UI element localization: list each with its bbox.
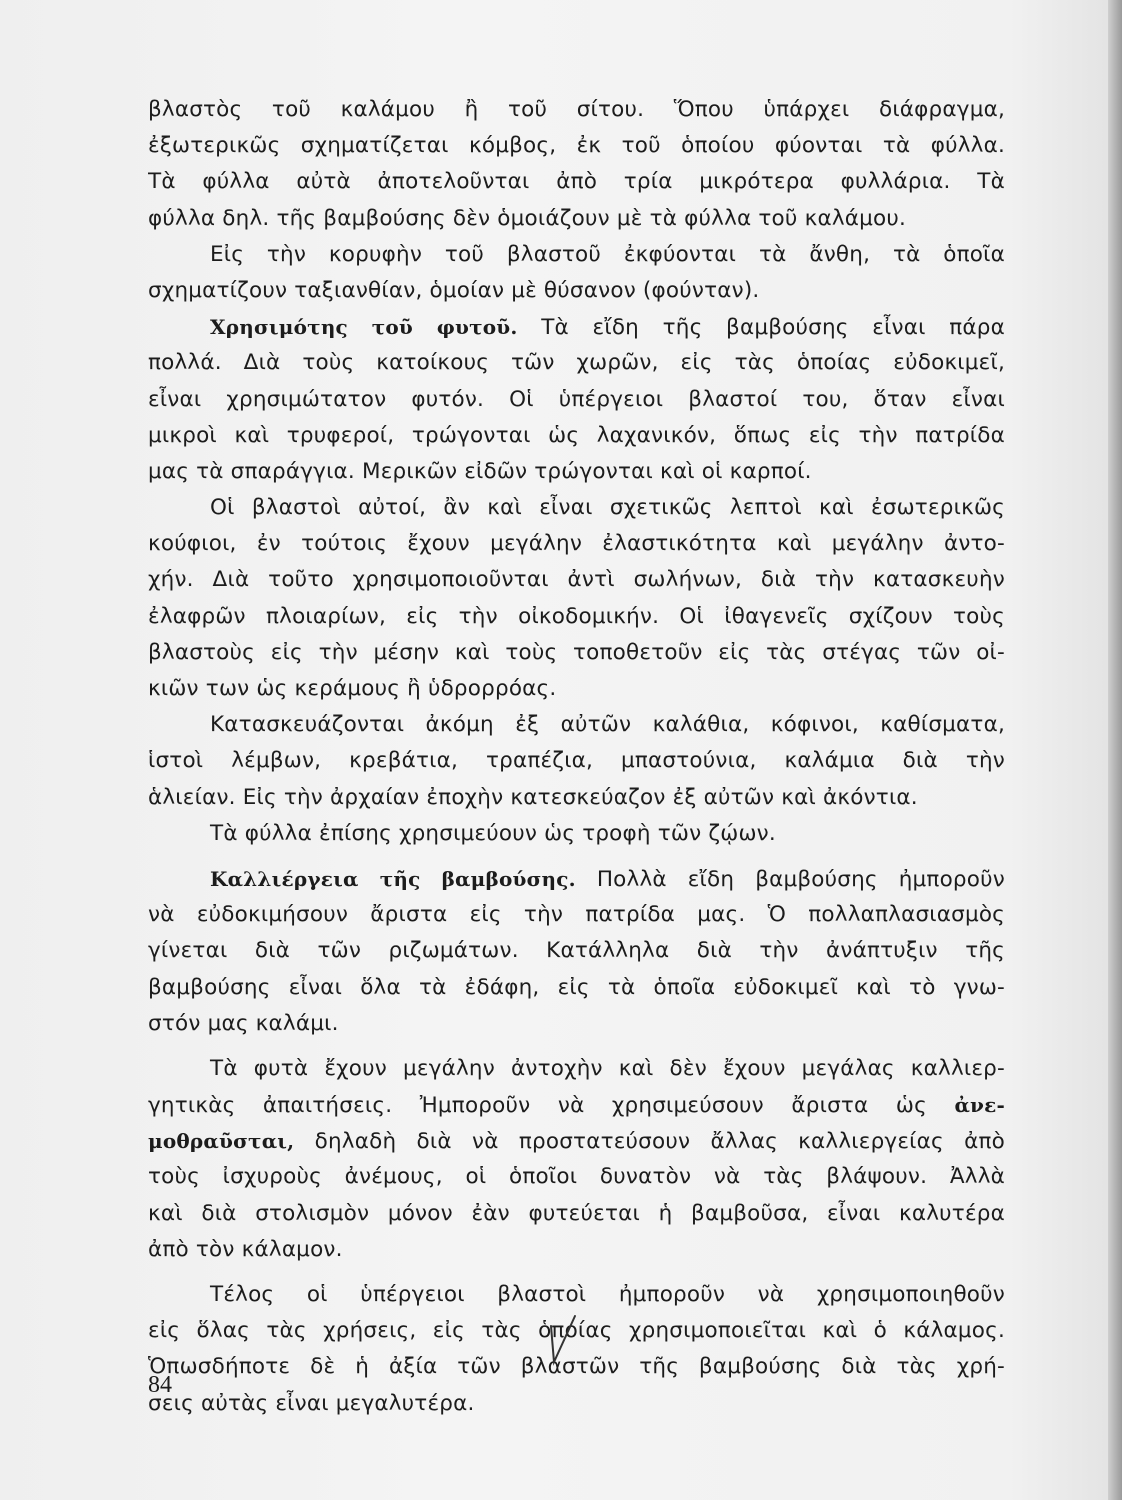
text-line: μικροὶ καὶ τρυφεροί, τρώγονται ὡς λαχανικόν, ὅπως εἰς τὴν πατρίδα bbox=[148, 422, 1005, 448]
text-line: εἶναι χρησιμώτατον φυτόν. Οἱ ὑπέργειοι βλαστοί του, ὅταν εἶναι bbox=[148, 386, 1005, 412]
text-line: πολλά. Διὰ τοὺς κατοίκους τῶν χωρῶν, εἰς τὰς ὁποίας εὐδοκιμεῖ, bbox=[148, 350, 1005, 376]
text-line bbox=[148, 1123, 1005, 1159]
text-line: Τέλος οἱ ὑπέργειοι βλαστοὶ ἠμποροῦν νὰ χρησιμοποιηθοῦν bbox=[210, 1282, 1005, 1307]
text-line: ἐλαφρῶν πλοιαρίων, εἰς τὴν οἰκοδομικήν. Οἱ ἰθαγενεῖς σχίζουν τοὺς bbox=[148, 603, 1005, 629]
text-line: ἁλιείαν. Εἰς τὴν ἀρχαίαν ἐποχὴν κατεσκεύαζον ἐξ αὐτῶν καὶ ἀκόντια. bbox=[148, 784, 918, 810]
text-line: Ὁπωσδήποτε δὲ ἡ ἀξία τῶν βλαστῶν τῆς βαμβούσης διὰ τὰς χρή- bbox=[148, 1354, 1005, 1380]
text-line: Τὰ φύλλα αὐτὰ ἀποτελοῦνται ἀπὸ τρία μικρότερα φυλλάρια. Τὰ bbox=[148, 169, 1005, 195]
text-line: γίνεται διὰ τῶν ριζωμάτων. Κατάλληλα διὰ τὴν ἀνάπτυξιν τῆς bbox=[148, 938, 1005, 964]
bold-term-windbreak-end: μοθραῦσται, bbox=[148, 1129, 295, 1154]
text-line: σεις αὐτὰς εἶναι μεγαλυτέρα. bbox=[148, 1390, 475, 1416]
heading-line-rest: Πολλὰ εἴδη βαμβούσης ἠμποροῦν bbox=[596, 866, 1005, 892]
text-line: τοὺς ἰσχυροὺς ἀνέμους, οἱ ὁποῖοι δυνατὸν νὰ τὰς βλάψουν. Ἀλλὰ bbox=[148, 1164, 1005, 1190]
page-number: 84 bbox=[148, 1372, 172, 1398]
section-heading-usefulness: Χρησιμότης τοῦ φυτοῦ. bbox=[210, 315, 518, 340]
text-line bbox=[148, 1087, 1005, 1123]
section-heading-line bbox=[148, 309, 1005, 345]
heading-line-rest: Τὰ εἴδη τῆς βαμβούσης εἶναι πάρα bbox=[541, 315, 1005, 341]
text-line: Εἰς τὴν κορυφὴν τοῦ βλαστοῦ ἐκφύονται τὰ ἄνθη, τὰ ὁποῖα bbox=[210, 241, 1005, 267]
bold-term-windbreak-start: ἀνε- bbox=[954, 1093, 1005, 1118]
text-line: βαμβούσης εἶναι ὅλα τὰ ἐδάφη, εἰς τὰ ὁποῖα εὐδοκιμεῖ καὶ τὸ γνω- bbox=[148, 974, 1005, 1000]
text-line: κιῶν των ὡς κεράμους ἢ ὑδρορρόας. bbox=[148, 676, 557, 701]
text-segment: γητικὰς ἀπαιτήσεις. Ἠμποροῦν νὰ χρησιμεύσουν ἄριστα ὡς bbox=[148, 1093, 927, 1119]
text-line: σχηματίζουν ταξιανθίαν, ὁμοίαν μὲ θύσανον (φούνταν). bbox=[148, 277, 760, 303]
text-line: ἱστοὶ λέμβων, κρεβάτια, τραπέζια, μπαστούνια, καλάμια διὰ τὴν bbox=[148, 748, 1005, 774]
section-heading-cultivation: Καλλιέργεια τῆς βαμβούσης. bbox=[210, 866, 576, 891]
text-line: ἐξωτερικῶς σχηματίζεται κόμβος, ἐκ τοῦ ὁποίου φύονται τὰ φύλλα. bbox=[148, 133, 1005, 159]
text-line: Κατασκευάζονται ἀκόμη ἐξ αὐτῶν καλάθια, κόφινοι, καθίσματα, bbox=[210, 712, 1005, 738]
body-text bbox=[148, 92, 1005, 1422]
section-heading-line bbox=[148, 861, 1005, 897]
pencil-checkmark-icon bbox=[545, 1312, 585, 1368]
text-line: στόν μας καλάμι. bbox=[148, 1010, 339, 1036]
text-line: καὶ διὰ στολισμὸν μόνον ἐὰν φυτεύεται ἡ βαμβοῦσα, εἶναι καλυτέρα bbox=[148, 1200, 1005, 1226]
text-line: μας τὰ σπαράγγια. Μερικῶν εἰδῶν τρώγονται καὶ οἱ καρποί. bbox=[148, 458, 812, 484]
text-line: βλαστοὺς εἰς τὴν μέσην καὶ τοὺς τοποθετοῦν εἰς τὰς στέγας τῶν οἰ- bbox=[148, 639, 1005, 665]
page-spine-shadow bbox=[1108, 0, 1122, 1500]
text-line: Τὰ φυτὰ ἔχουν μεγάλην ἀντοχὴν καὶ δὲν ἔχουν μεγάλας καλλιερ- bbox=[210, 1055, 1005, 1081]
text-line: εἰς ὅλας τὰς χρήσεις, εἰς τὰς ὁποίας χρησιμοποιεῖται καὶ ὁ κάλαμος. bbox=[148, 1318, 1005, 1344]
text-line: Οἱ βλαστοὶ αὐτοί, ἂν καὶ εἶναι σχετικῶς λεπτοὶ καὶ ἐσωτερικῶς bbox=[210, 495, 1005, 521]
text-line: ἀπὸ τὸν κάλαμον. bbox=[148, 1236, 343, 1262]
text-line: Τὰ φύλλα ἐπίσης χρησιμεύουν ὡς τροφὴ τῶν ζῴων. bbox=[210, 820, 776, 846]
text-line: νὰ εὐδοκιμήσουν ἄριστα εἰς τὴν πατρίδα μας. Ὁ πολλαπλασιασμὸς bbox=[148, 902, 1005, 928]
text-line: βλαστὸς τοῦ καλάμου ἢ τοῦ σίτου. Ὅπου ὑπάρχει διάφραγμα, bbox=[148, 97, 1005, 122]
text-segment: δηλαδὴ διὰ νὰ προστατεύσουν ἄλλας καλλιεργείας ἀπὸ bbox=[314, 1129, 1005, 1155]
text-line: χήν. Διὰ τοῦτο χρησιμοποιοῦνται ἀντὶ σωλήνων, διὰ τὴν κατασκευὴν bbox=[148, 567, 1005, 593]
text-line: κούφιοι, ἐν τούτοις ἔχουν μεγάλην ἐλαστικότητα καὶ μεγάλην ἀντο- bbox=[148, 531, 1005, 557]
text-line: φύλλα δηλ. τῆς βαμβούσης δὲν ὁμοιάζουν μὲ τὰ φύλλα τοῦ καλάμου. bbox=[148, 205, 907, 231]
